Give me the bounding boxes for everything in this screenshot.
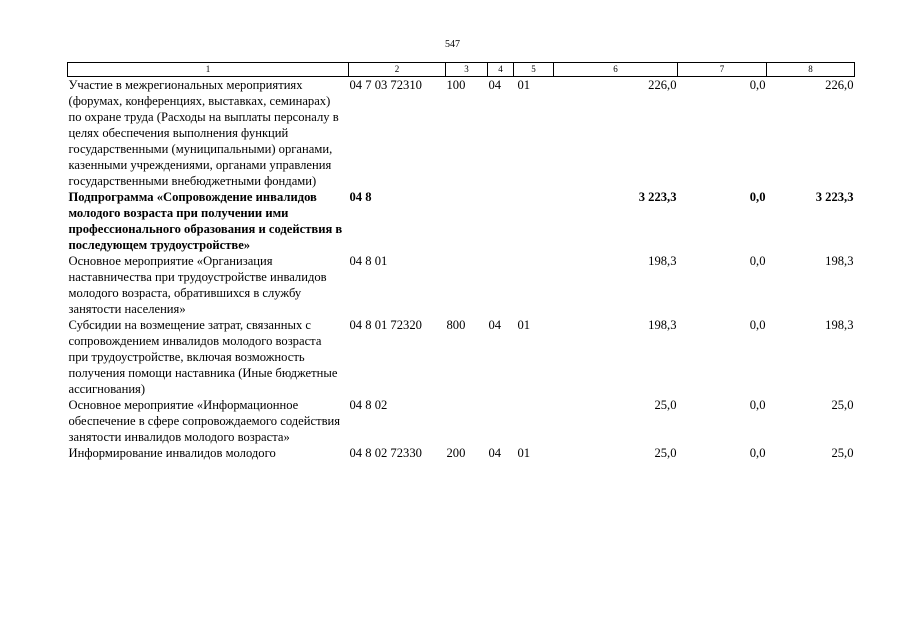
row-rz: 04 <box>488 318 502 332</box>
row-value-6: 25,0 <box>654 446 677 460</box>
row-value-7: 0,0 <box>749 78 766 92</box>
row-code: 04 8 <box>349 190 372 204</box>
row-vr: 800 <box>446 318 466 332</box>
row-pr: 01 <box>517 78 531 92</box>
row-name: Информирование инвалидов молодого <box>68 446 276 460</box>
row-rz <box>488 397 514 445</box>
row-value-6: 198,3 <box>648 254 677 268</box>
page-number: 547 <box>445 39 460 50</box>
row-value-7: 0,0 <box>749 398 766 412</box>
header-row <box>68 63 855 77</box>
row-value-6: 198,3 <box>648 318 677 332</box>
table-row-subprogram <box>68 189 855 253</box>
row-value-8: 226,0 <box>825 78 854 92</box>
row-pr <box>514 253 554 317</box>
header-col-5: 5 <box>514 63 554 77</box>
row-name: Участие в межрегиональных мероприятиях (форумах, конференциях, выставках, семинарах) по охране труда (Расходы на выплаты персоналу в целях обеспечения выполнения функций государственными (муниципальными) органами, казенными учреждениями, органами управления государственными внебюджетными фондами) <box>68 78 339 188</box>
table-header <box>68 63 855 77</box>
table-row <box>68 317 855 397</box>
row-rz: 04 <box>488 446 502 460</box>
row-value-6: 3 223,3 <box>638 190 677 204</box>
row-vr: 200 <box>446 446 466 460</box>
row-value-7: 0,0 <box>749 446 766 460</box>
row-value-8: 3 223,3 <box>815 190 854 204</box>
row-value-8: 198,3 <box>825 318 854 332</box>
row-name: Подпрограмма «Сопровождение инвалидов молодого возраста при получении ими профессионального образования и содействия в последующем трудоустройстве» <box>68 190 343 252</box>
row-code: 04 8 02 72330 <box>349 446 422 460</box>
row-code: 04 8 01 <box>349 254 388 268</box>
header-col-8: 8 <box>767 63 855 77</box>
header-col-2: 2 <box>349 63 446 77</box>
table-row <box>68 253 855 317</box>
table-row <box>68 77 855 190</box>
row-value-8: 198,3 <box>825 254 854 268</box>
row-name: Основное мероприятие «Информационное обеспечение в сфере сопровождаемого содействия занятости инвалидов молодого возраста» <box>68 398 341 444</box>
row-name: Основное мероприятие «Организация наставничества при трудоустройстве инвалидов молодого возраста, обратившихся в службу занятости населения» <box>68 254 327 316</box>
table-row <box>68 445 855 461</box>
header-col-3: 3 <box>446 63 488 77</box>
row-value-8: 25,0 <box>831 446 854 460</box>
row-value-8: 25,0 <box>831 398 854 412</box>
row-value-7: 0,0 <box>749 190 766 204</box>
row-vr <box>446 397 488 445</box>
row-vr <box>446 253 488 317</box>
header-col-1: 1 <box>68 63 349 77</box>
budget-table <box>67 62 855 461</box>
row-rz <box>488 253 514 317</box>
row-pr: 01 <box>517 318 531 332</box>
header-col-7: 7 <box>678 63 767 77</box>
row-code: 04 7 03 72310 <box>349 78 422 92</box>
row-value-7: 0,0 <box>749 254 766 268</box>
row-rz: 04 <box>488 78 502 92</box>
row-code: 04 8 01 72320 <box>349 318 422 332</box>
row-value-7: 0,0 <box>749 318 766 332</box>
row-pr: 01 <box>517 446 531 460</box>
row-name: Субсидии на возмещение затрат, связанных с сопровождением инвалидов молодого возраста при трудоустройстве, включая возможность получения помощи наставника (Иные бюджетные ассигнования) <box>68 318 338 396</box>
table-row <box>68 397 855 445</box>
row-vr <box>446 189 488 253</box>
row-value-6: 226,0 <box>648 78 677 92</box>
row-vr: 100 <box>446 78 466 92</box>
row-rz <box>488 189 514 253</box>
table-body <box>68 77 855 462</box>
row-value-6: 25,0 <box>654 398 677 412</box>
row-pr <box>514 397 554 445</box>
header-col-4: 4 <box>488 63 514 77</box>
row-pr <box>514 189 554 253</box>
header-col-6: 6 <box>554 63 678 77</box>
row-code: 04 8 02 <box>349 398 388 412</box>
